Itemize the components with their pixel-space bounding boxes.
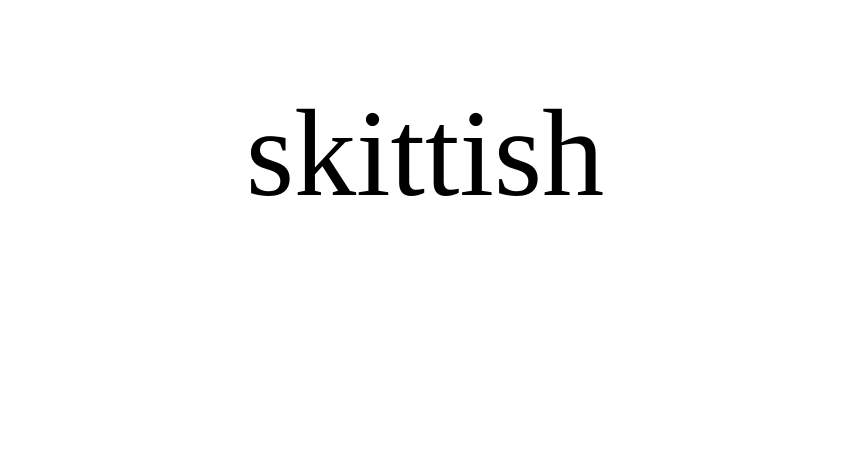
display-word: skittish bbox=[245, 85, 605, 222]
